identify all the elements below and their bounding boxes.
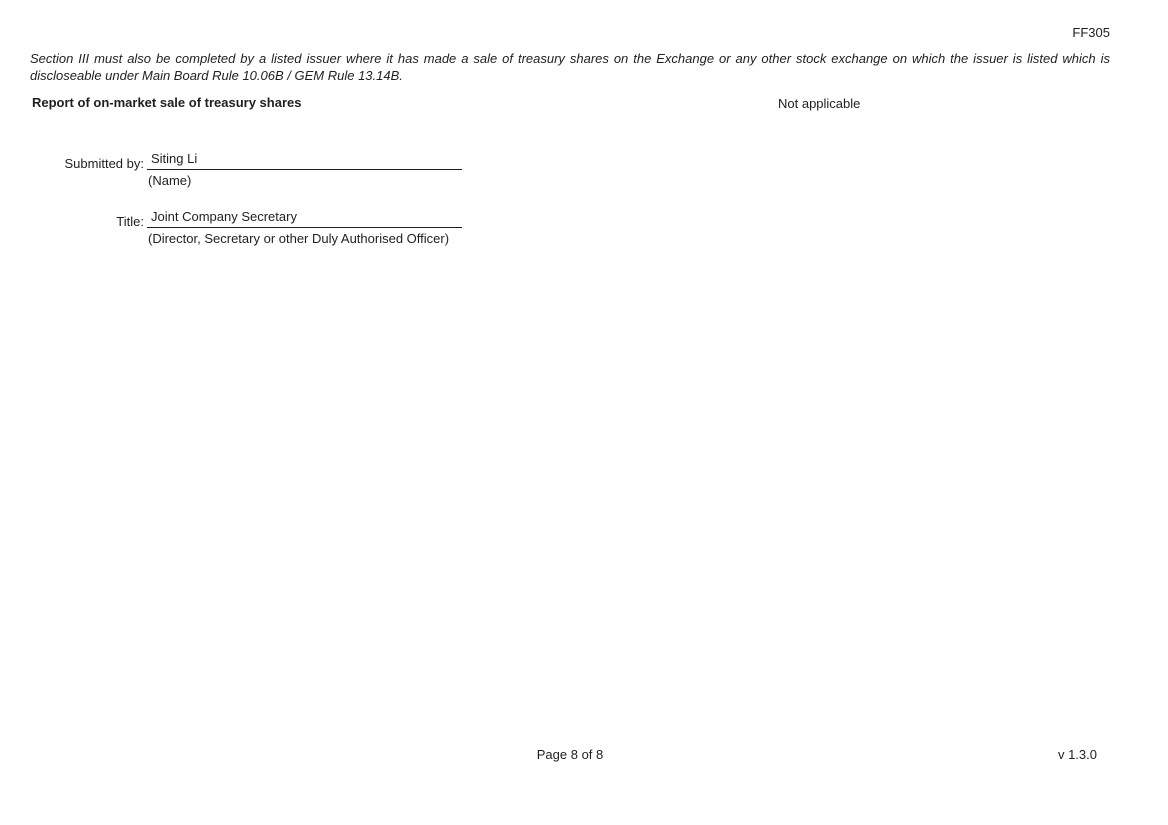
- section-heading-row: [30, 95, 1110, 113]
- submitted-by-caption: (Name): [148, 173, 192, 188]
- title-label: Title:: [116, 214, 144, 229]
- page-footer: [30, 747, 1110, 763]
- page-content: [30, 0, 1110, 825]
- title-caption: (Director, Secretary or other Duly Authorised Officer): [148, 231, 450, 246]
- title-field-wrap: [147, 208, 462, 246]
- title-row: [30, 208, 462, 246]
- version-label: v 1.3.0: [1057, 747, 1097, 762]
- submitted-by-row: [30, 150, 462, 188]
- signature-block: [30, 150, 462, 266]
- submitted-by-field-wrap: [147, 150, 462, 188]
- form-code: FF305: [1072, 25, 1110, 40]
- not-applicable-status: Not applicable: [778, 96, 861, 111]
- intro-note: Section III must also be completed by a listed issuer where it has made a sale of treasury shares on the Exchange or any other stock exchange on which the issuer is listed which is discloseable under Main Board Rule 10.06B / GEM Rule 13.14B.: [30, 51, 1110, 83]
- title-field: Joint Company Secretary: [147, 208, 462, 228]
- section-heading: Report of on-market sale of treasury shares: [32, 95, 302, 110]
- submitted-by-field: Siting Li: [147, 150, 462, 170]
- page-number: Page 8 of 8: [536, 747, 604, 762]
- submitted-by-label: Submitted by:: [64, 156, 144, 171]
